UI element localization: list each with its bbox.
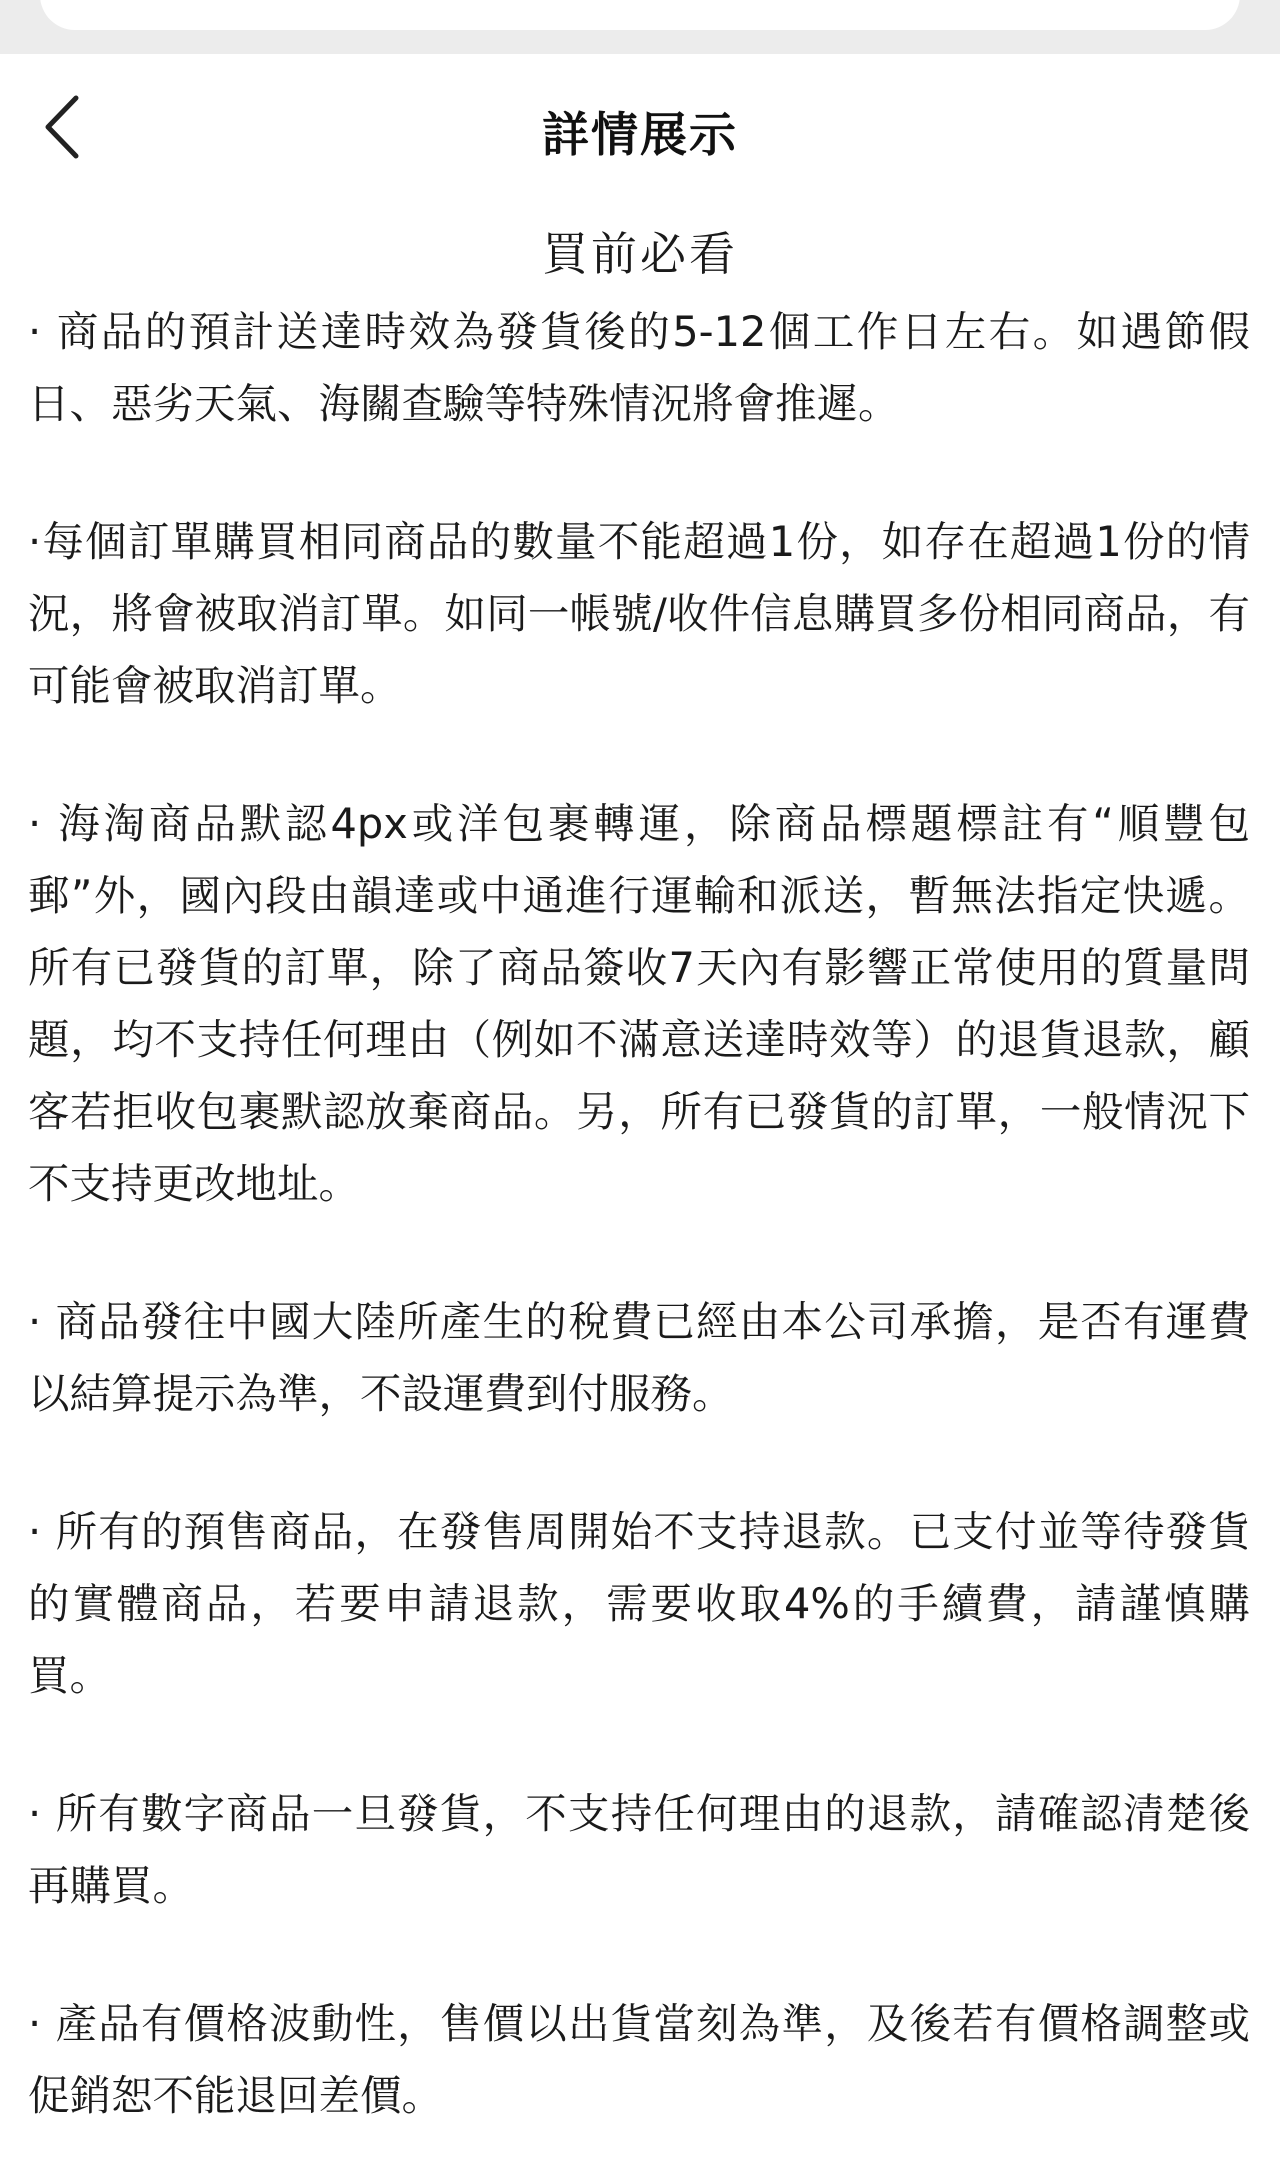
notice-delivery-time: · 商品的預計送達時效為發貨後的5-12個工作日左右。如遇節假日、惡劣天氣、海關查驗等特殊情況將會推遲。 xyxy=(28,307,1250,428)
notice-presale-refund: · 所有的預售商品，在發售周開始不支持退款。已支付並等待發貨的實體商品，若要申請退款，需要收取4%的手續費，請謹慎購買。 xyxy=(28,1507,1250,1700)
notice-quantity-limit: ·每個訂單購買相同商品的數量不能超過1份，如存在超過1份的情況，將會被取消訂單。如同一帳號/收件信息購買多份相同商品，有可能會被取消訂單。 xyxy=(28,517,1250,710)
notice-shipping-returns: · 海淘商品默認4px或洋包裹轉運，除商品標題標註有“順豐包郵”外，國內段由韻達或中通進行運輸和派送，暫無法指定快遞。所有已發貨的訂單，除了商品簽收7天內有影響正常使用的質量問題，均不支持任何理由（例如不滿意送達時效等）的退貨退款，顧客若拒收包裹默認放棄商品。另，所有已發貨的訂單，一般情況下不支持更改地址。 xyxy=(28,799,1250,1208)
notice-price-fluctuation: · 產品有價格波動性，售價以出貨當刻為準，及後若有價格調整或促銷恕不能退回差價。 xyxy=(28,1999,1250,2120)
section-title: 買前必看 xyxy=(542,227,738,281)
notice-taxes-freight: · 商品發往中國大陸所產生的稅費已經由本公司承擔，是否有運費以結算提示為準，不設運費到付服務。 xyxy=(28,1297,1250,1418)
top-strip xyxy=(0,0,1280,54)
page-title: 詳情展示 xyxy=(542,108,738,163)
notice-digital-goods: · 所有數字商品一旦發貨，不支持任何理由的退款，請確認清楚後再購買。 xyxy=(28,1789,1250,1910)
content-area xyxy=(0,194,1280,2132)
top-card xyxy=(40,0,1240,30)
header-bar xyxy=(0,54,1280,194)
